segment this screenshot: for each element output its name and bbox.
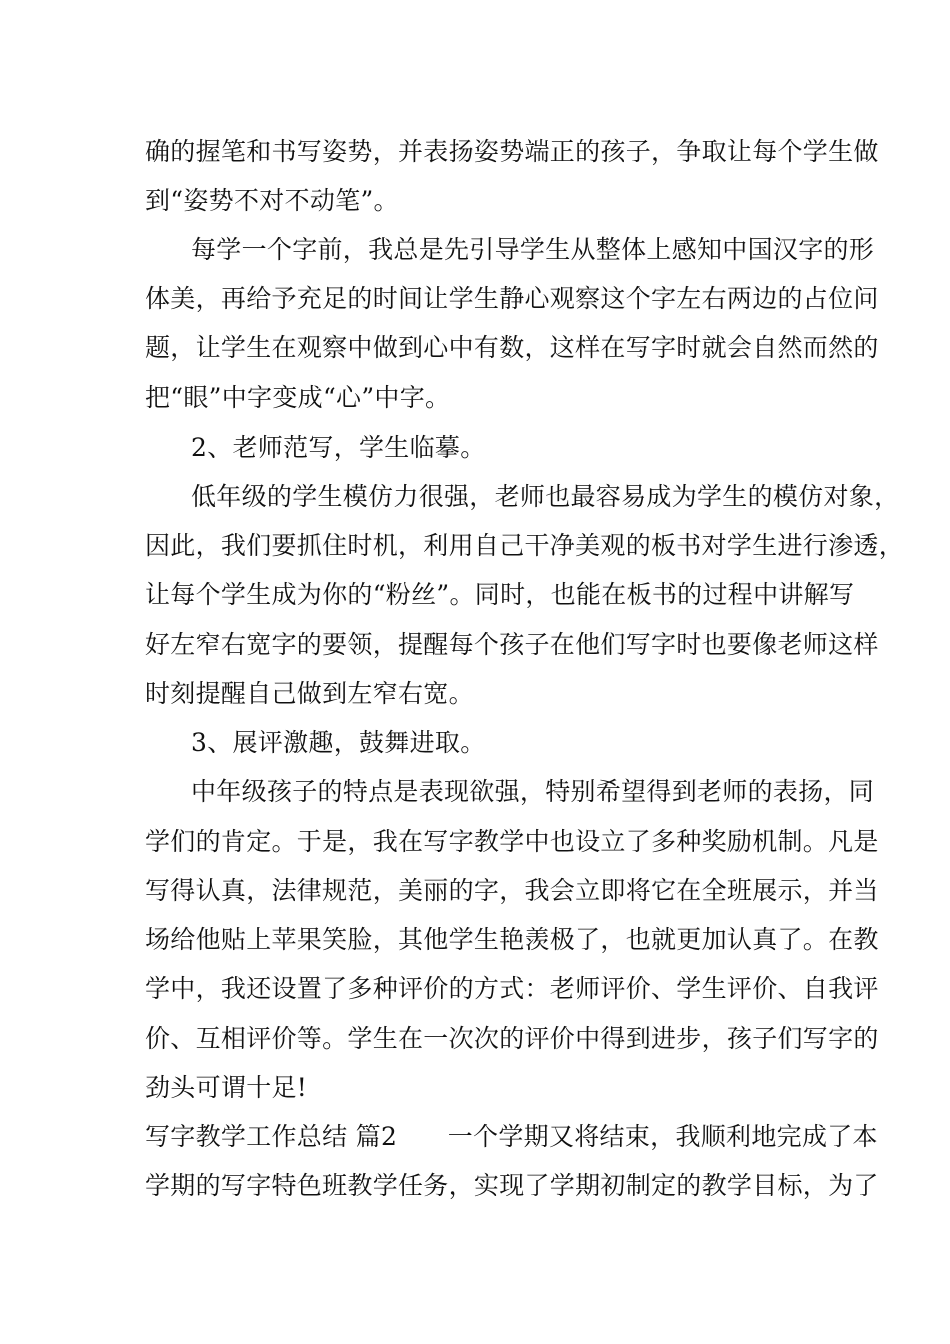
text-line: 好左窄右宽字的要领，提醒每个孩子在他们写字时也要像老师这样	[145, 630, 879, 659]
section-heading: 2、老师范写，学生临摹。	[191, 433, 486, 462]
text-line: 劲头可谓十足!	[145, 1073, 308, 1102]
text-line: 时刻提醒自己做到左窄右宽。	[145, 679, 474, 708]
text-line: 把“眼”中字变成“心”中字。	[145, 383, 451, 412]
paragraph-start-line: 每学一个字前，我总是先引导学生从整体上感知中国汉字的形	[191, 235, 875, 264]
text-line: 价、互相评价等。学生在一次次的评价中得到进步，孩子们写字的	[145, 1024, 879, 1053]
text-line: 场给他贴上苹果笑脸，其他学生艳羡极了，也就更加认真了。在教	[145, 925, 879, 954]
text-line: 题，让学生在观察中做到心中有数，这样在写字时就会自然而然的	[145, 333, 879, 362]
text-line: 学期的写字特色班教学任务，实现了学期初制定的教学目标，为了	[145, 1171, 879, 1200]
text-line: 到“姿势不对不动笔”。	[145, 186, 399, 215]
text-line: 写得认真，法律规范，美丽的字，我会立即将它在全班展示，并当	[145, 876, 879, 905]
text-line: 确的握笔和书写姿势，并表扬姿势端正的孩子，争取让每个学生做	[145, 137, 879, 166]
paragraph-start-line: 低年级的学生模仿力很强，老师也最容易成为学生的模仿对象，	[191, 482, 900, 511]
text-line: 因此，我们要抓住时机，利用自己干净美观的板书对学生进行渗透，	[145, 531, 905, 560]
article-title-line: 写字教学工作总结 篇2 一个学期又将结束，我顺利地完成了本	[145, 1122, 878, 1151]
text-line: 让每个学生成为你的“粉丝”。同时，也能在板书的过程中讲解写	[145, 580, 855, 609]
text-line: 体美，再给予充足的时间让学生静心观察这个字左右两边的占位问	[145, 284, 879, 313]
paragraph-start-line: 中年级孩子的特点是表现欲强，特别希望得到老师的表扬，同	[191, 777, 875, 806]
section-heading: 3、展评激趣，鼓舞进取。	[191, 728, 486, 757]
text-line: 学中，我还设置了多种评价的方式：老师评价、学生评价、自我评	[145, 974, 879, 1003]
text-line: 学们的肯定。于是，我在写字教学中也设立了多种奖励机制。凡是	[145, 827, 879, 856]
